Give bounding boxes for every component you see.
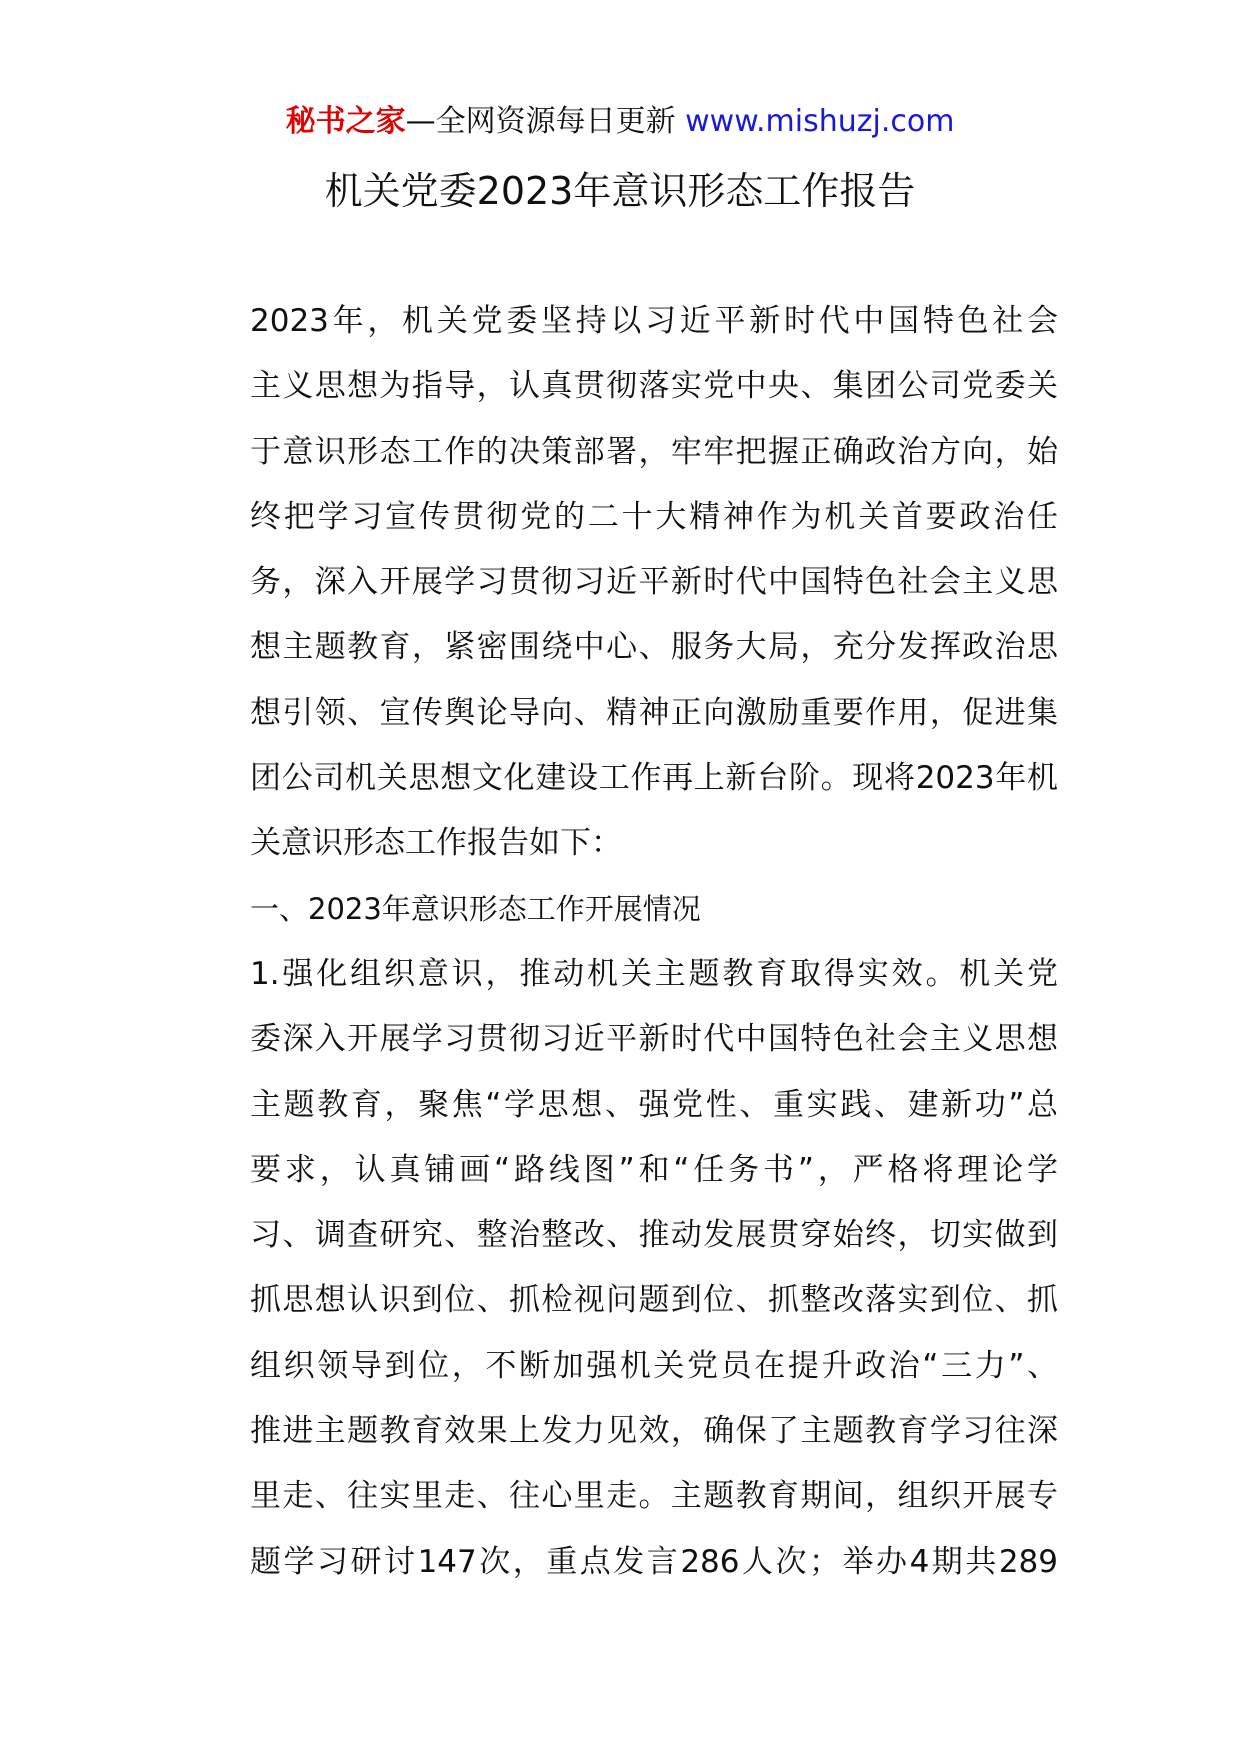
- site-url-link[interactable]: www.mishuzj.com: [685, 104, 955, 139]
- item-1-line: 委深入开展学习贯彻习近平新时代中国特色社会主义思想: [250, 1021, 1058, 1058]
- item-1-line: 主题教育，聚焦“学思想、强党性、重实践、建新功”总: [250, 1086, 1058, 1123]
- intro-line: 务，深入开展学习贯彻习近平新时代中国特色社会主义思: [250, 564, 1058, 601]
- document-body: [188, 289, 1058, 1595]
- intro-line: 想主题教育，紧密围绕中心、服务大局，充分发挥政治思: [250, 629, 1058, 666]
- intro-line: 团公司机关思想文化建设工作再上新台阶。现将2023年机: [250, 760, 1058, 797]
- item-1-line: 习、调查研究、整治整改、推动发展贯穿始终，切实做到: [250, 1217, 1058, 1254]
- intro-line: 终把学习宣传贯彻党的二十大精神作为机关首要政治任: [250, 498, 1058, 535]
- site-header: [0, 100, 1240, 144]
- intro-line: 想引领、宣传舆论导向、精神正向激励重要作用，促进集: [250, 694, 1058, 731]
- intro-line: 主义思想为指导，认真贯彻落实党中央、集团公司党委关: [250, 368, 1058, 405]
- item-1-line: 题学习研讨147次，重点发言286人次；举办4期共289: [250, 1543, 1058, 1580]
- item-1-line: 要求，认真铺画“路线图”和“任务书”，严格将理论学: [250, 1151, 1058, 1188]
- section-heading: 一、2023年意识形态工作开展情况: [250, 891, 701, 926]
- item-1-line: 推进主题教育效果上发力见效，确保了主题教育学习往深: [250, 1413, 1058, 1450]
- item-1-line: 组织领导到位，不断加强机关党员在提升政治“三力”、: [250, 1347, 1058, 1384]
- brand-name: 秘书之家: [285, 104, 406, 139]
- item-1-paragraph: [188, 942, 1058, 1595]
- document-title: 机关党委2023年意识形态工作报告: [324, 169, 916, 213]
- intro-line: 于意识形态工作的决策部署，牢牢把握正确政治方向，始: [250, 433, 1058, 470]
- item-1-line: 里走、往实里走、往心里走。主题教育期间，组织开展专: [250, 1478, 1058, 1515]
- intro-line: 关意识形态工作报告如下：: [250, 825, 622, 862]
- intro-paragraph: [188, 289, 1058, 877]
- header-slogan: —全网资源每日更新: [405, 104, 676, 139]
- item-1-line: 1.强化组织意识，推动机关主题教育取得实效。机关党: [250, 955, 1058, 992]
- intro-line: 2023年，机关党委坚持以习近平新时代中国特色社会: [250, 303, 1058, 339]
- item-1-line: 抓思想认识到位、抓检视问题到位、抓整改落实到位、抓: [250, 1282, 1058, 1319]
